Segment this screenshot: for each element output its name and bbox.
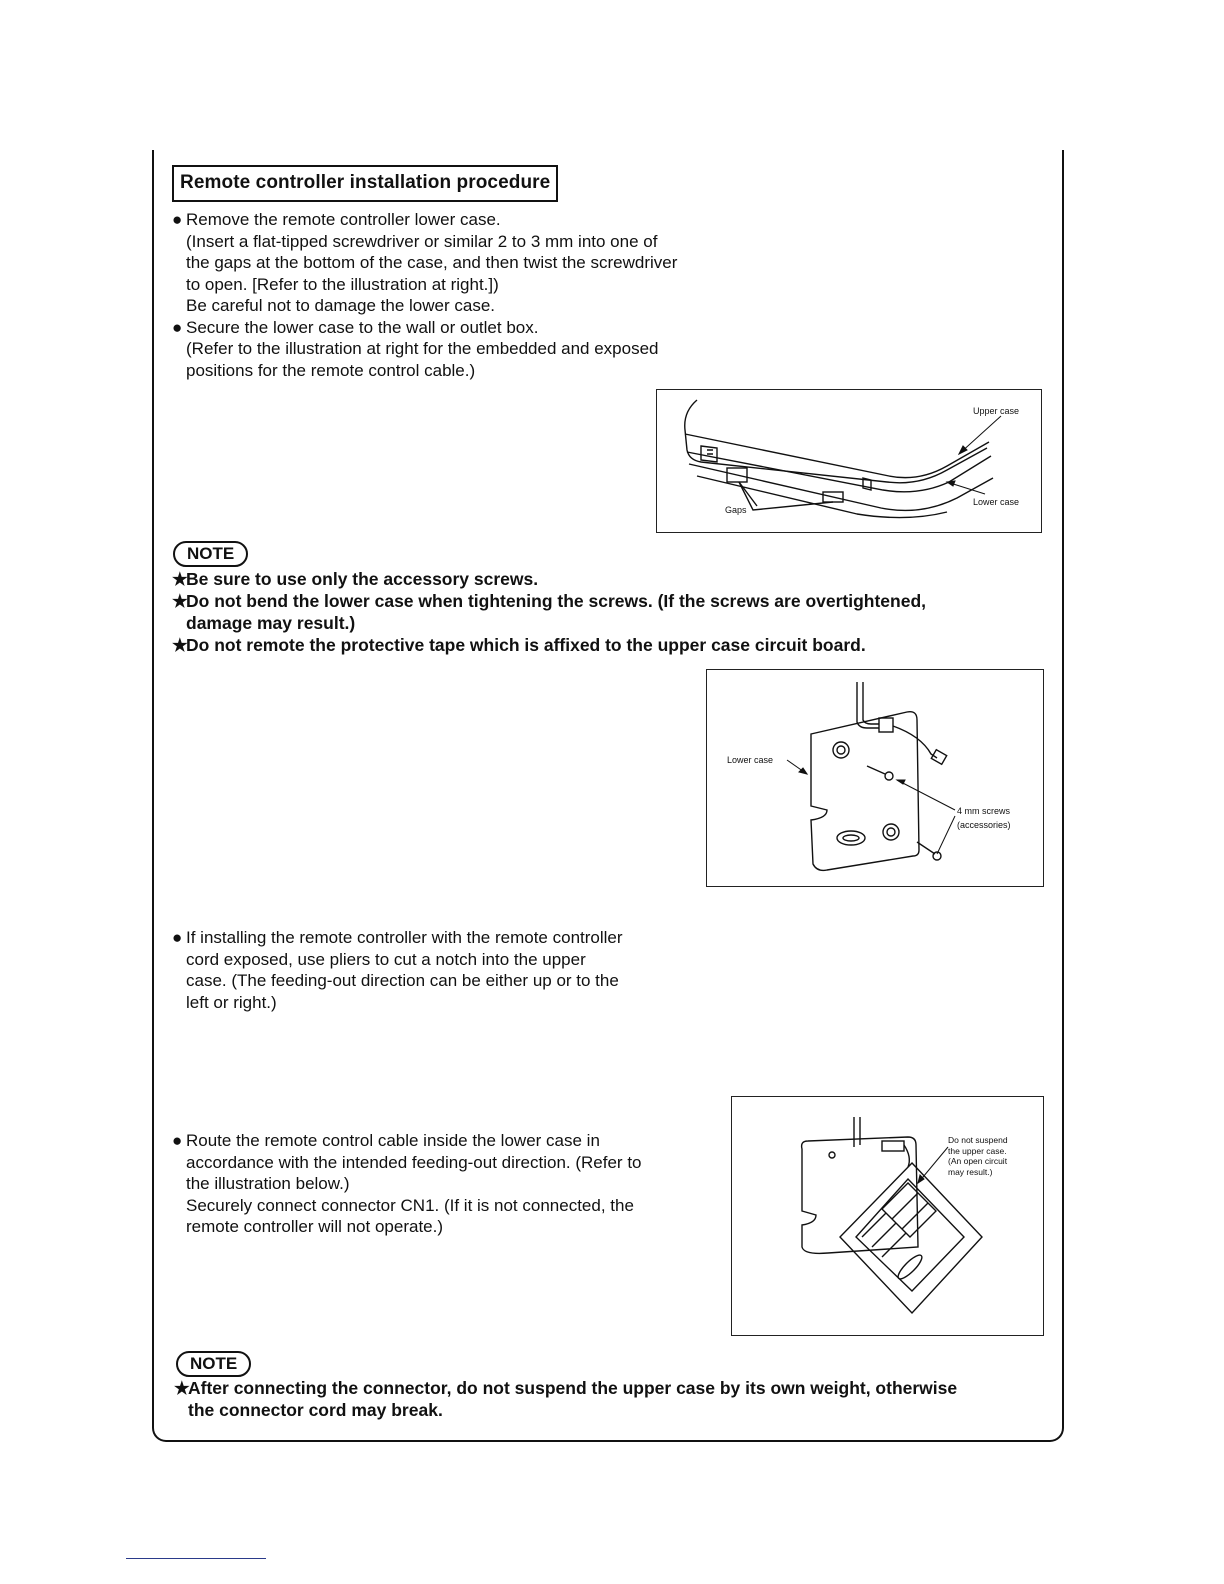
figure-case-gaps xyxy=(656,389,1042,533)
bullet-dot: ● xyxy=(172,928,183,947)
suspend-illustration xyxy=(732,1097,1043,1335)
note-1-item: Be sure to use only the accessory screws. xyxy=(186,569,539,589)
label-lower-case: Lower case xyxy=(727,755,774,765)
figure-do-not-suspend xyxy=(731,1096,1044,1336)
intro-line: (Refer to the illustration at right for the embedded and exposed xyxy=(186,339,659,358)
exposed-line: left or right.) xyxy=(186,992,277,1012)
label-accessories: (accessories) xyxy=(957,820,1011,830)
exposed-line: If installing the remote controller with the remote controller xyxy=(186,928,623,947)
label-upper-case: Upper case xyxy=(973,406,1020,416)
footer-rule xyxy=(126,1558,266,1559)
warning-line: the upper case. xyxy=(948,1145,1007,1156)
route-line: the illustration below.) xyxy=(186,1174,350,1193)
intro-block xyxy=(172,209,742,381)
route-line: Securely connect connector CN1. (If it is not connected, the xyxy=(186,1195,634,1215)
label-screws: 4 mm screws xyxy=(957,806,1011,816)
route-line: Route the remote control cable inside the lower case in xyxy=(186,1131,600,1150)
intro-line: the gaps at the bottom of the case, and then twist the screwdriver xyxy=(186,253,678,272)
route-line: remote controller will not operate.) xyxy=(186,1217,444,1236)
intro-line: to open. [Refer to the illustration at right.]) xyxy=(186,274,499,294)
star-icon: ★ xyxy=(174,1378,190,1398)
warning-line: may result.) xyxy=(948,1166,993,1177)
screws-illustration xyxy=(707,670,1043,886)
note-2-item: After connecting the connector, do not suspend the upper case by its own weight, otherwise xyxy=(188,1378,958,1398)
intro-bullet-1: Remove the remote controller lower case. xyxy=(186,210,501,229)
intro-bullet-2: Secure the lower case to the wall or outlet box. xyxy=(186,317,539,337)
note-1-item: damage may result.) xyxy=(186,613,356,633)
note-1-item: Do not remote the protective tape which is affixed to the upper case circuit board. xyxy=(186,635,866,655)
exposed-line: case. (The feeding-out direction can be either up or to the xyxy=(186,971,619,990)
note-2-item: the connector cord may break. xyxy=(188,1400,443,1420)
label-gaps: Gaps xyxy=(725,505,747,515)
exposed-line: cord exposed, use pliers to cut a notch into the upper xyxy=(186,949,586,969)
note-1-item: Do not bend the lower case when tightening the screws. (If the screws are overtightened, xyxy=(186,591,927,611)
star-icon: ★ xyxy=(172,569,188,589)
note-2-block xyxy=(174,1377,1054,1421)
bullet-dot: ● xyxy=(172,1131,183,1150)
warning-line: Do not suspend xyxy=(948,1135,1008,1145)
intro-line: positions for the remote control cable.) xyxy=(186,360,476,380)
bullet-dot: ● xyxy=(172,317,183,337)
section-title: Remote controller installation procedure xyxy=(172,165,558,202)
intro-line: (Insert a flat-tipped screwdriver or similar 2 to 3 mm into one of xyxy=(186,231,658,251)
intro-line: Be careful not to damage the lower case. xyxy=(186,296,496,315)
note-1-block xyxy=(172,568,1052,656)
star-icon: ★ xyxy=(172,591,188,611)
bullet-dot: ● xyxy=(172,210,183,229)
label-lower-case: Lower case xyxy=(973,497,1020,507)
route-cable-block xyxy=(172,1130,712,1238)
route-line: accordance with the intended feeding-out direction. (Refer to xyxy=(186,1152,642,1172)
figure-lower-case-screws xyxy=(706,669,1044,887)
warning-label xyxy=(948,1135,1008,1177)
note-badge: NOTE xyxy=(173,541,248,567)
note-badge: NOTE xyxy=(176,1351,251,1377)
warning-line: (An open circuit xyxy=(948,1156,1008,1166)
exposed-cord-block xyxy=(172,927,692,1013)
star-icon: ★ xyxy=(172,635,188,655)
